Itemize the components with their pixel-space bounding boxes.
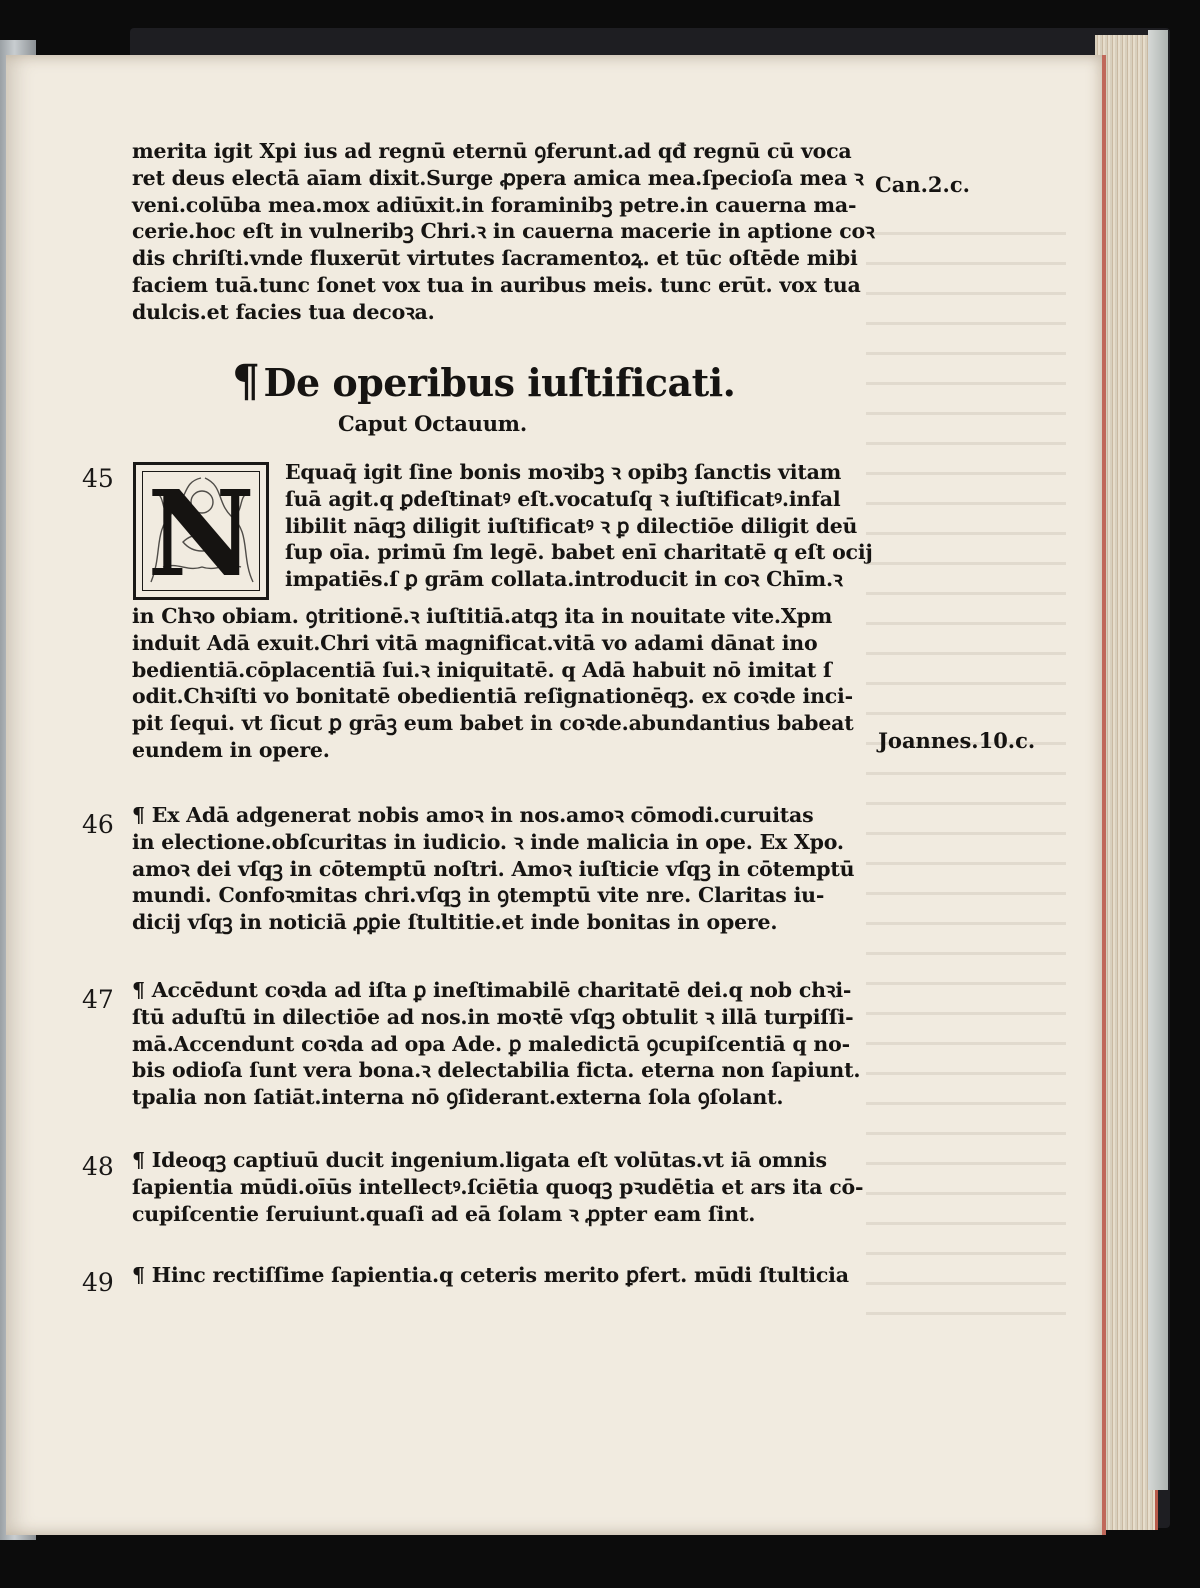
paragraph-46 <box>132 802 872 936</box>
cover-edge <box>1148 30 1168 1490</box>
decorated-initial <box>133 462 269 600</box>
margin-note-joannes: Joannes.10.c. <box>878 728 1036 753</box>
text-line: odit.Chꝛiſti vo bonitatē obedientiā reſignationēqꝫ. ex coꝛde inci- <box>132 684 853 709</box>
text-line: faciem tuā.tunc ſonet vox tua in auribus meis. tunc erūt. vox tua <box>132 272 861 297</box>
text-line: merita igit Xpi ius ad regnū eternū ꝯferunt.ad qđ regnū cū voca <box>132 139 852 163</box>
text-line: cerie.hoc eſt in vulneribꝫ Chri.ꝛ in cauerna macerie in aptione coꝛ <box>132 219 875 244</box>
text-line: dis chriſti.vnde fluxerūt virtutes ſacramentoꝝ. et tūc oſtēde mibi <box>132 246 858 271</box>
text-line: ¶ Accēdunt coꝛda ad iſta ꝑ ineſtimabilē charitatē dei.q nob chꝛi- <box>132 978 852 1002</box>
text-line: in electione.obſcuritas in iudicio. ꝛ inde malicia in ope. Ex Xpo. <box>132 829 844 854</box>
text-line: ¶ Hinc rectiſſime ſapientia.q ceteris merito ꝑfert. mūdi ſtulticia <box>132 1263 849 1287</box>
chapter-heading <box>232 356 735 407</box>
paragraph-47 <box>132 977 872 1111</box>
chapter-title: De operibus iuſtificati. <box>263 360 736 405</box>
paragraph-number-49: 49 <box>82 1268 114 1297</box>
text-line: ſup oīa. primū ſm legē. babet enī charitatē q eſt ocij <box>285 540 873 565</box>
paragraph-45-body <box>132 603 872 764</box>
text-line: libilit nāqꝫ diligit iuſtificatꝰ ꝛ ꝑ dilectiōe diligit deū <box>285 513 858 538</box>
text-line: mundi. Confoꝛmitas chri.vſqꝫ in ꝯtemptū vite nre. Claritas iu- <box>132 883 825 908</box>
text-line: impatiēs.ſ ꝑ grām collata.introducit in coꝛ Chīm.ꝛ <box>285 567 843 592</box>
margin-note-cant: Can.2.c. <box>875 172 970 197</box>
top-text-block <box>132 138 875 326</box>
text-line: cupiſcentie ſeruiunt.quaſi ad eā ſolam ꝛ ꝓpter eam ſint. <box>132 1201 756 1226</box>
text-line: ret deus electā aīam dixit.Surge ꝓpera amica mea.ſpecioſa mea ꝛ <box>132 165 864 190</box>
text-line: ¶ Ex Adā adgenerat nobis amoꝛ in nos.amoꝛ cōmodi.curuitas <box>132 803 814 827</box>
paragraph-48 <box>132 1147 872 1227</box>
text-line: ſuā agit.q ꝑdeſtinatꝰ eſt.vocatuſq ꝛ iuſtificatꝰ.infal <box>285 486 841 511</box>
text-line: induit Adā exuit.Chri vitā magnificat.vitā vo adami dānat ino <box>132 630 818 655</box>
text-line: ¶ Ideoqꝫ captiuū ducit ingenium.ligata eſt volūtas.vt iā omnis <box>132 1148 827 1172</box>
text-line: tpalia non ſatiāt.interna nō ꝯſiderant.externa ſola ꝯſolant. <box>132 1085 784 1110</box>
text-line: pit ſequi. vt ſicut ꝑ grāꝫ eum babet in coꝛde.abundantius babeat <box>132 711 854 736</box>
text-line: bedientiā.cōplacentiā ſui.ꝛ iniquitatē. q Adā habuit nō imitat ſ <box>132 657 832 682</box>
pilcrow-mark: ¶ <box>232 356 260 407</box>
paragraph-number-47: 47 <box>82 985 114 1014</box>
paragraph-49 <box>132 1262 872 1289</box>
text-line: amoꝛ dei vſqꝫ in cōtemptū noſtri. Amoꝛ iuſticie vſqꝫ in cōtemptū <box>132 856 855 881</box>
chapter-subtitle: Caput Octauum. <box>338 411 527 436</box>
initial-letter: N <box>147 471 255 591</box>
text-line: Equaq̄ igit ſine bonis moꝛibꝫ ꝛ opibꝫ ſanctis vitam <box>285 460 842 484</box>
text-line: eundem in opere. <box>132 737 330 762</box>
paragraph-number-48: 48 <box>82 1152 114 1181</box>
text-line: ſtū aduſtū in dilectiōe ad nos.in moꝛtē vſqꝫ obtulit ꝛ illā turpiſſi- <box>132 1004 854 1029</box>
text-line: veni.colūba mea.mox adiūxit.in foraminibꝫ petre.in cauerna ma- <box>132 192 857 217</box>
text-line: dicij vſqꝫ in noticiā ꝓꝑie ſtultitie.et inde bonitas in opere. <box>132 910 778 935</box>
text-line: dulcis.et facies tua decoꝛa. <box>132 299 435 324</box>
paragraph-number-45: 45 <box>82 464 114 493</box>
show-through <box>866 215 1066 1315</box>
text-line: ſapientia mūdi.oīūs intellectꝰ.ſciētia quoqꝫ pꝛudētia et ars ita cō- <box>132 1174 864 1199</box>
text-line: bis odioſa ſunt vera bona.ꝛ delectabilia ficta. eterna non ſapiunt. <box>132 1058 861 1083</box>
text-line: mā.Accendunt coꝛda ad opa Ade. ꝑ maledictā ꝯcupiſcentiā q no- <box>132 1031 850 1056</box>
paragraph-45-wrapped <box>285 459 875 593</box>
paragraph-number-46: 46 <box>82 810 114 839</box>
text-line: in Chꝛo obiam. ꝯtritionē.ꝛ iuſtitiā.atqꝫ ita in nouitate vite.Xpm <box>132 604 833 628</box>
